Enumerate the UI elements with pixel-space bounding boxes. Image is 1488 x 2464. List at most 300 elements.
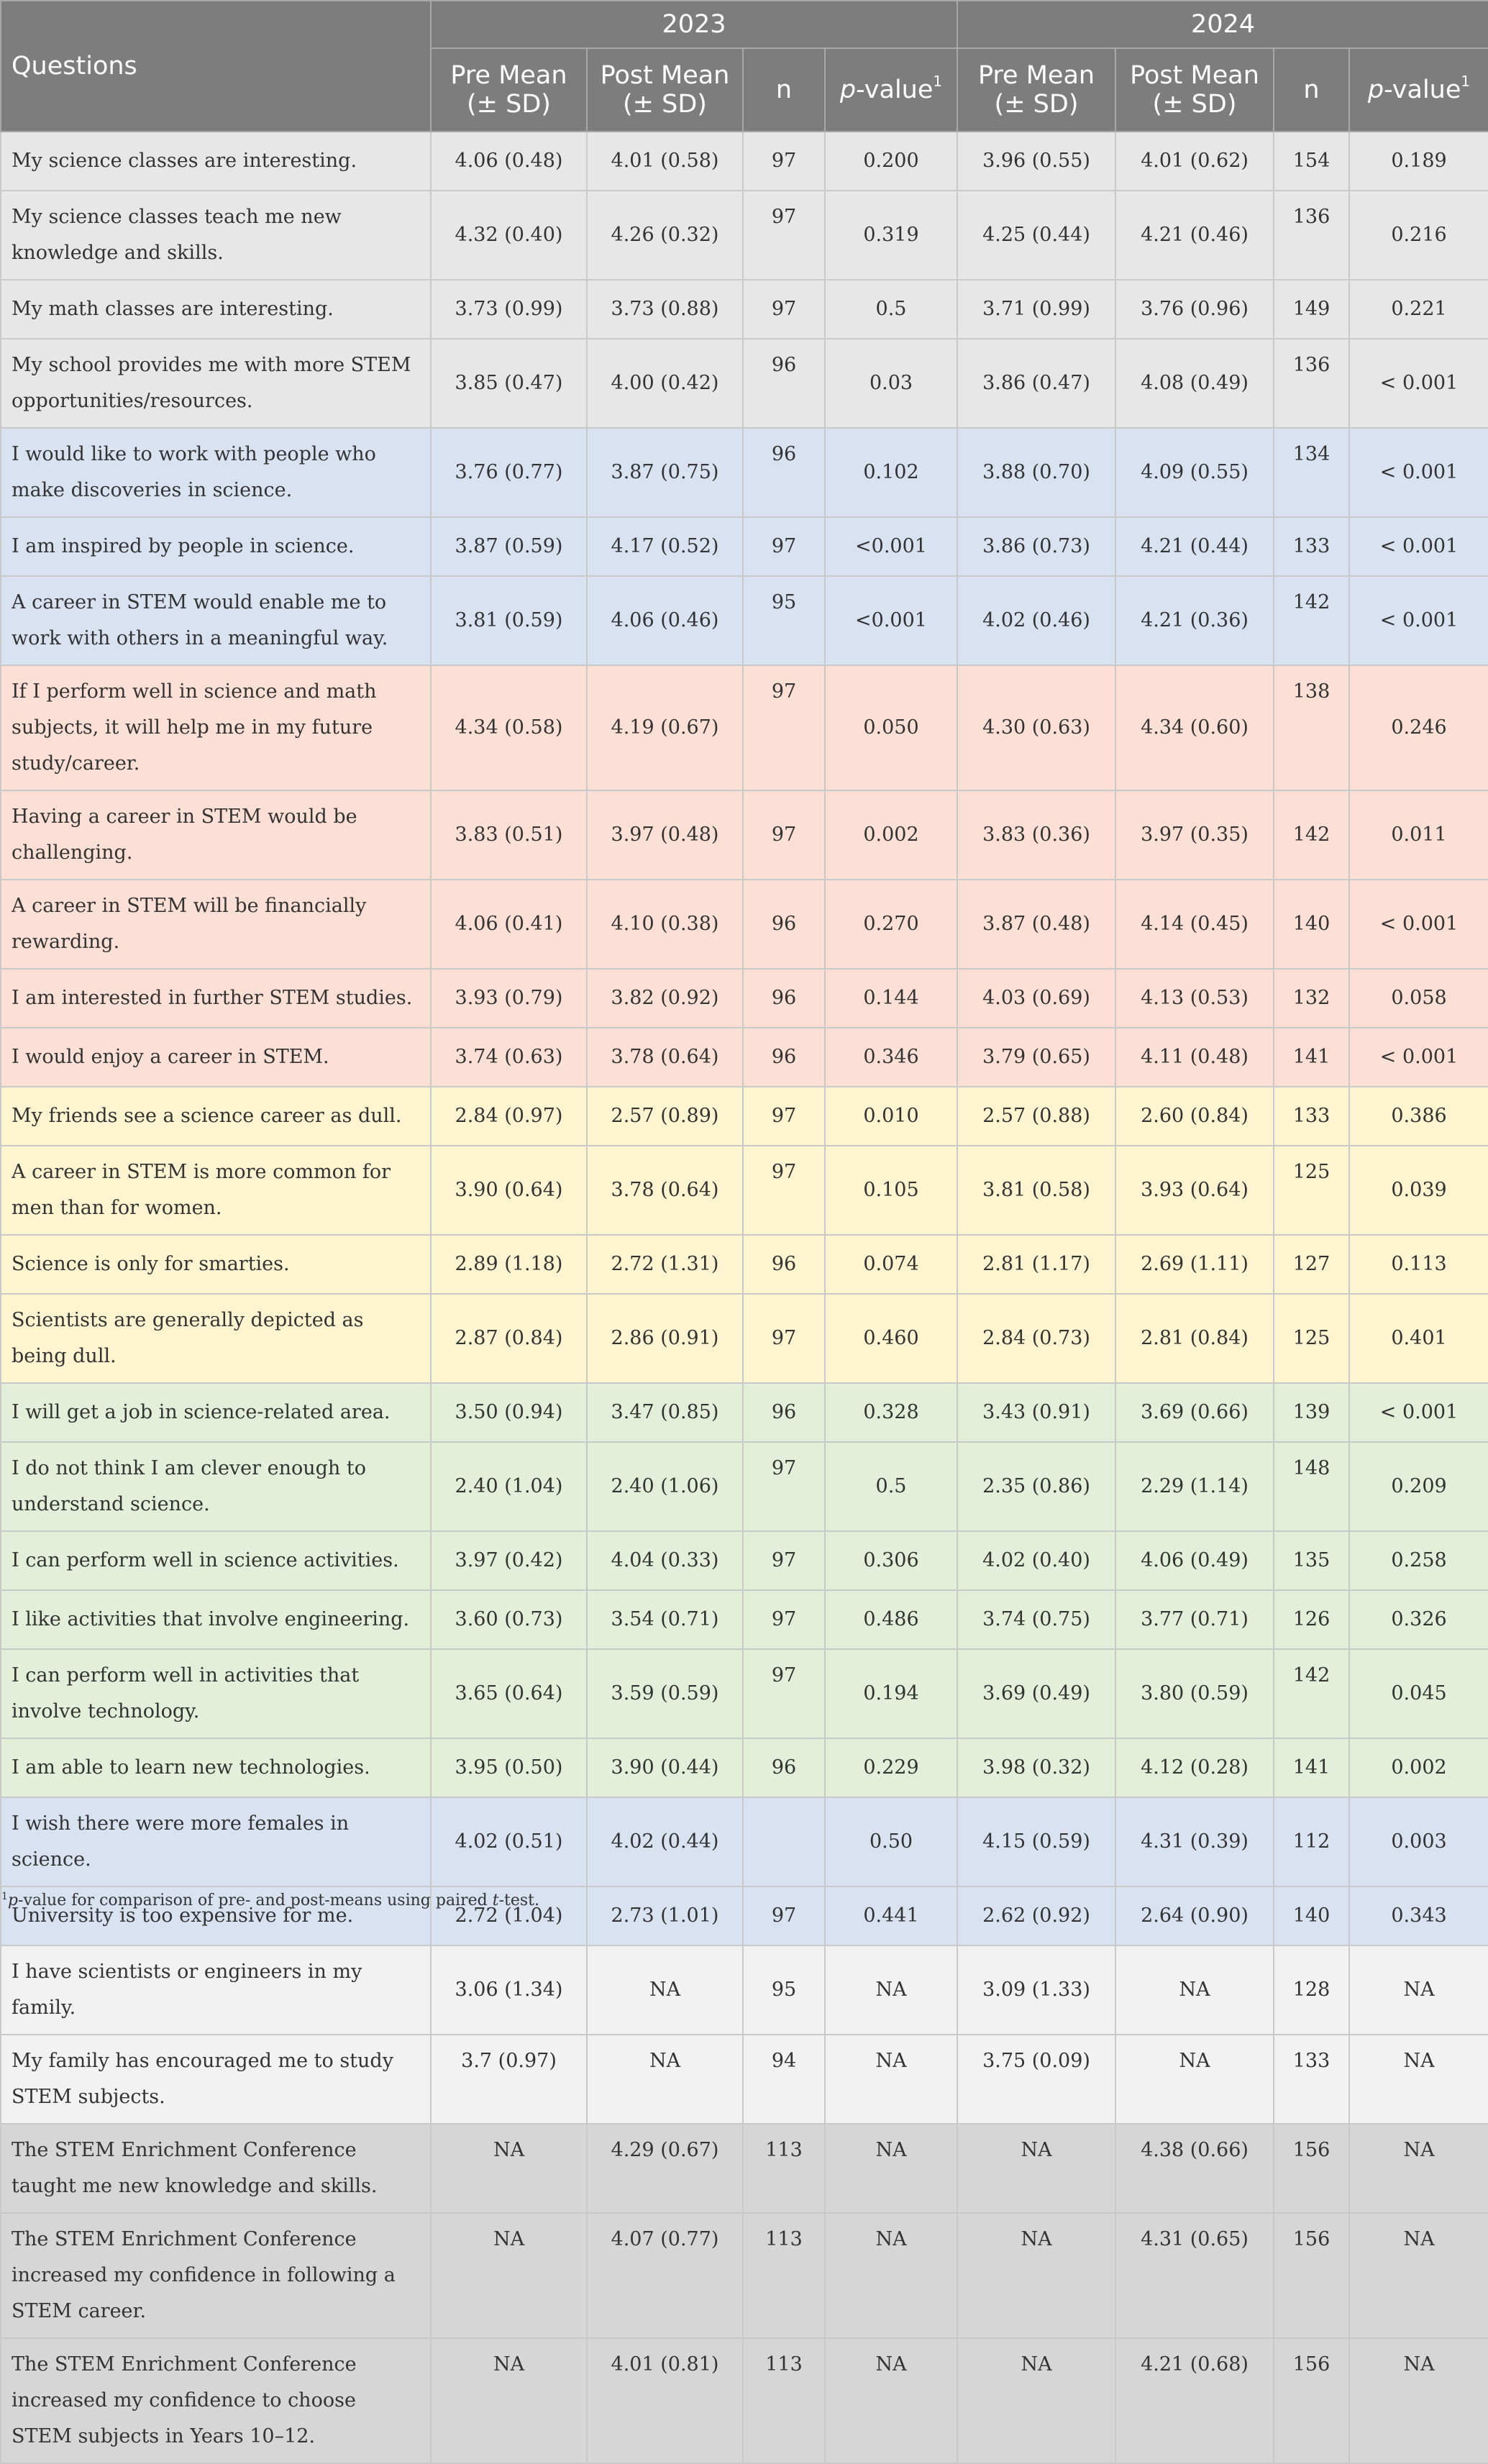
- p-value-2024-cell: < 0.001: [1349, 1028, 1488, 1087]
- n-2024-cell: 142: [1274, 576, 1349, 665]
- question-cell: I like activities that involve engineering.: [1, 1590, 431, 1649]
- post-mean-2024-cell: 4.21 (0.68): [1115, 2338, 1274, 2463]
- table-row: [1, 2124, 1488, 2213]
- post-mean-2023-cell: 2.72 (1.31): [587, 1235, 743, 1294]
- pre-mean-2024-cell: 4.03 (0.69): [957, 969, 1115, 1028]
- p-value-2024-cell: 0.039: [1349, 1146, 1488, 1235]
- question-cell: The STEM Enrichment Conference increased my confidence to choose STEM subjects in Years 10–12.: [1, 2338, 431, 2463]
- pre-mean-2024-cell: 3.71 (0.99): [957, 280, 1115, 339]
- pre-mean-2024-cell: 2.62 (0.92): [957, 1886, 1115, 1945]
- post-mean-2024-cell: 4.14 (0.45): [1115, 880, 1274, 969]
- post-mean-2024-cell: 2.64 (0.90): [1115, 1886, 1274, 1945]
- pre-mean-2024-cell: NA: [957, 2338, 1115, 2463]
- n-2024-cell: 125: [1274, 1294, 1349, 1383]
- pre-mean-2024-cell: 3.88 (0.70): [957, 428, 1115, 517]
- post-mean-2023-cell: NA: [587, 1945, 743, 2035]
- p-value-2024-cell: < 0.001: [1349, 1383, 1488, 1442]
- p-value-2023-cell: NA: [825, 2338, 957, 2463]
- pre-mean-2024-cell: 3.81 (0.58): [957, 1146, 1115, 1235]
- p-value-2023-cell: 0.441: [825, 1886, 957, 1945]
- post-mean-2024-cell: 2.60 (0.84): [1115, 1087, 1274, 1146]
- p-value-2024-cell: < 0.001: [1349, 428, 1488, 517]
- table-row: [1, 1146, 1488, 1235]
- pre-mean-2023-cell: 3.90 (0.64): [431, 1146, 587, 1235]
- post-mean-2023-cell: 4.00 (0.42): [587, 339, 743, 428]
- pre-mean-2023-cell: NA: [431, 2213, 587, 2338]
- pre-mean-2023-cell: NA: [431, 2124, 587, 2213]
- pre-mean-2023-cell: 3.73 (0.99): [431, 280, 587, 339]
- question-cell: A career in STEM is more common for men than for women.: [1, 1146, 431, 1235]
- p-value-2023-cell: 0.010: [825, 1087, 957, 1146]
- pre-mean-2023-cell: 2.72 (1.04): [431, 1886, 587, 1945]
- p-value-2024-cell: NA: [1349, 2338, 1488, 2463]
- post-mean-2023-cell: 4.01 (0.58): [587, 132, 743, 191]
- question-cell: University is too expensive for me.: [1, 1886, 431, 1945]
- pre-mean-2023-cell: 3.06 (1.34): [431, 1945, 587, 2035]
- n-2024-cell: 133: [1274, 2035, 1349, 2124]
- n-2023-cell: 97: [743, 1442, 825, 1531]
- pre-mean-2023-cell: 4.34 (0.58): [431, 665, 587, 790]
- pre-mean-2023-cell: 3.76 (0.77): [431, 428, 587, 517]
- n-2024-cell: 133: [1274, 517, 1349, 576]
- pre-mean-2024-cell: 2.81 (1.17): [957, 1235, 1115, 1294]
- n-2023-cell: 97: [743, 132, 825, 191]
- n-2023-cell: 96: [743, 969, 825, 1028]
- table-row: [1, 2338, 1488, 2463]
- post-mean-2024-cell: 3.97 (0.35): [1115, 790, 1274, 880]
- p-value-2024-cell: 0.058: [1349, 969, 1488, 1028]
- pre-mean-2023-cell: 3.74 (0.63): [431, 1028, 587, 1087]
- question-cell: A career in STEM will be financially rewarding.: [1, 880, 431, 969]
- question-cell: I can perform well in science activities.: [1, 1531, 431, 1590]
- table-row: [1, 1383, 1488, 1442]
- pre-mean-2024-cell: 3.87 (0.48): [957, 880, 1115, 969]
- pre-mean-2023-cell: 2.89 (1.18): [431, 1235, 587, 1294]
- pre-mean-2024-cell: 3.98 (0.32): [957, 1738, 1115, 1797]
- question-cell: My friends see a science career as dull.: [1, 1087, 431, 1146]
- n-2023-cell: 97: [743, 1590, 825, 1649]
- n-2024-cell: 142: [1274, 790, 1349, 880]
- question-cell: I can perform well in activities that involve technology.: [1, 1649, 431, 1738]
- table-row: [1, 1531, 1488, 1590]
- n-2024-cell: 134: [1274, 428, 1349, 517]
- post-mean-2023-cell: 4.10 (0.38): [587, 880, 743, 969]
- n-2024-cell: 127: [1274, 1235, 1349, 1294]
- post-mean-2024-cell: 4.01 (0.62): [1115, 132, 1274, 191]
- pre-mean-2024-cell: 3.74 (0.75): [957, 1590, 1115, 1649]
- question-cell: My science classes teach me new knowledge and skills.: [1, 191, 431, 280]
- n-2023-cell: 96: [743, 339, 825, 428]
- p-value-2023-cell: 0.194: [825, 1649, 957, 1738]
- post-mean-2024-cell: 2.29 (1.14): [1115, 1442, 1274, 1531]
- n-2023-cell: 113: [743, 2338, 825, 2463]
- table-row: [1, 880, 1488, 969]
- question-cell: I do not think I am clever enough to understand science.: [1, 1442, 431, 1531]
- pre-mean-2023-cell: 3.81 (0.59): [431, 576, 587, 665]
- post-mean-2023-cell: 3.97 (0.48): [587, 790, 743, 880]
- p-value-2023-cell: 0.270: [825, 880, 957, 969]
- n-header-2023: n: [743, 48, 825, 132]
- post-mean-2024-cell: 4.08 (0.49): [1115, 339, 1274, 428]
- post-mean-2023-cell: 4.29 (0.67): [587, 2124, 743, 2213]
- n-2024-cell: 138: [1274, 665, 1349, 790]
- year-2023-header: 2023: [431, 1, 957, 48]
- question-cell: The STEM Enrichment Conference increased my confidence in following a STEM career.: [1, 2213, 431, 2338]
- n-2024-cell: 156: [1274, 2213, 1349, 2338]
- post-mean-2024-cell: 4.21 (0.44): [1115, 517, 1274, 576]
- n-2023-cell: 97: [743, 1886, 825, 1945]
- pre-mean-2024-cell: 3.86 (0.73): [957, 517, 1115, 576]
- p-value-2023-cell: 0.229: [825, 1738, 957, 1797]
- post-mean-2023-cell: 4.01 (0.81): [587, 2338, 743, 2463]
- n-2024-cell: 136: [1274, 339, 1349, 428]
- n-2024-cell: 148: [1274, 1442, 1349, 1531]
- question-cell: I would enjoy a career in STEM.: [1, 1028, 431, 1087]
- questions-header: Questions: [1, 1, 431, 132]
- pre-mean-2024-cell: 4.15 (0.59): [957, 1797, 1115, 1886]
- p-value-2024-cell: 0.189: [1349, 132, 1488, 191]
- p-value-2024-cell: 0.216: [1349, 191, 1488, 280]
- n-2024-cell: 156: [1274, 2338, 1349, 2463]
- post-mean-2023-cell: 3.87 (0.75): [587, 428, 743, 517]
- pre-mean-2024-cell: 3.75 (0.09): [957, 2035, 1115, 2124]
- question-cell: I am able to learn new technologies.: [1, 1738, 431, 1797]
- p-value-2023-cell: 0.03: [825, 339, 957, 428]
- pre-mean-2023-cell: 3.97 (0.42): [431, 1531, 587, 1590]
- question-cell: I am inspired by people in science.: [1, 517, 431, 576]
- p-value-2023-cell: 0.306: [825, 1531, 957, 1590]
- pre-mean-2023-cell: 3.83 (0.51): [431, 790, 587, 880]
- pre-mean-2023-cell: 3.65 (0.64): [431, 1649, 587, 1738]
- post-mean-2024-cell: 4.38 (0.66): [1115, 2124, 1274, 2213]
- question-cell: Having a career in STEM would be challenging.: [1, 790, 431, 880]
- n-2024-cell: 140: [1274, 880, 1349, 969]
- n-2023-cell: 113: [743, 2124, 825, 2213]
- p-value-2024-cell: < 0.001: [1349, 880, 1488, 969]
- p-value-2023-cell: 0.5: [825, 280, 957, 339]
- post-mean-2024-cell: 3.80 (0.59): [1115, 1649, 1274, 1738]
- post-mean-2023-cell: 3.54 (0.71): [587, 1590, 743, 1649]
- post-mean-2023-cell: 3.73 (0.88): [587, 280, 743, 339]
- post-mean-2024-cell: NA: [1115, 1945, 1274, 2035]
- pre-mean-2023-cell: 4.06 (0.48): [431, 132, 587, 191]
- pre-mean-2024-cell: 3.69 (0.49): [957, 1649, 1115, 1738]
- p-value-header-2023: p-value$^1$: [825, 48, 957, 132]
- question-cell: I wish there were more females in science.: [1, 1797, 431, 1886]
- pre-mean-2024-cell: 4.25 (0.44): [957, 191, 1115, 280]
- pre-mean-2024-cell: 3.96 (0.55): [957, 132, 1115, 191]
- p-value-2023-cell: 0.102: [825, 428, 957, 517]
- n-2023-cell: 97: [743, 1531, 825, 1590]
- n-2024-cell: 133: [1274, 1087, 1349, 1146]
- pre-mean-2023-cell: 3.87 (0.59): [431, 517, 587, 576]
- post-mean-2024-cell: 2.69 (1.11): [1115, 1235, 1274, 1294]
- post-mean-2024-cell: 3.76 (0.96): [1115, 280, 1274, 339]
- pre-mean-2024-cell: NA: [957, 2124, 1115, 2213]
- post-mean-2023-cell: 3.82 (0.92): [587, 969, 743, 1028]
- pre-mean-2023-cell: 3.50 (0.94): [431, 1383, 587, 1442]
- p-value-2024-cell: 0.002: [1349, 1738, 1488, 1797]
- n-2023-cell: 95: [743, 576, 825, 665]
- post-mean-2024-cell: 2.81 (0.84): [1115, 1294, 1274, 1383]
- n-2024-cell: 142: [1274, 1649, 1349, 1738]
- pre-mean-2024-cell: 3.79 (0.65): [957, 1028, 1115, 1087]
- question-cell: My science classes are interesting.: [1, 132, 431, 191]
- n-2023-cell: 96: [743, 1235, 825, 1294]
- p-value-2024-cell: < 0.001: [1349, 339, 1488, 428]
- question-cell: I would like to work with people who make discoveries in science.: [1, 428, 431, 517]
- p-value-2024-cell: NA: [1349, 2213, 1488, 2338]
- post-mean-2024-cell: 4.13 (0.53): [1115, 969, 1274, 1028]
- post-mean-2023-cell: 4.02 (0.44): [587, 1797, 743, 1886]
- pre-mean-2024-cell: 3.43 (0.91): [957, 1383, 1115, 1442]
- table-row: [1, 517, 1488, 576]
- pre-mean-2024-cell: 4.02 (0.46): [957, 576, 1115, 665]
- table-row: [1, 2035, 1488, 2124]
- post-mean-2024-cell: 4.21 (0.46): [1115, 191, 1274, 280]
- n-2024-cell: 149: [1274, 280, 1349, 339]
- p-value-2023-cell: NA: [825, 2035, 957, 2124]
- p-value-2023-cell: 0.486: [825, 1590, 957, 1649]
- table-row: [1, 1028, 1488, 1087]
- p-value-2024-cell: 0.258: [1349, 1531, 1488, 1590]
- pre-mean-header-2023: Pre Mean (± SD): [431, 48, 587, 132]
- p-value-2024-cell: 0.401: [1349, 1294, 1488, 1383]
- p-value-2024-cell: 0.113: [1349, 1235, 1488, 1294]
- p-value-2024-cell: NA: [1349, 2124, 1488, 2213]
- n-2024-cell: 140: [1274, 1886, 1349, 1945]
- question-cell: A career in STEM would enable me to work with others in a meaningful way.: [1, 576, 431, 665]
- pre-mean-2024-cell: NA: [957, 2213, 1115, 2338]
- post-mean-2024-cell: 4.31 (0.65): [1115, 2213, 1274, 2338]
- post-mean-2024-cell: 4.11 (0.48): [1115, 1028, 1274, 1087]
- post-mean-2023-cell: 4.19 (0.67): [587, 665, 743, 790]
- table-row: [1, 1294, 1488, 1383]
- question-cell: Scientists are generally depicted as being dull.: [1, 1294, 431, 1383]
- table-row: [1, 790, 1488, 880]
- post-mean-2024-cell: 3.77 (0.71): [1115, 1590, 1274, 1649]
- p-value-2023-cell: 0.050: [825, 665, 957, 790]
- p-value-2023-cell: <0.001: [825, 517, 957, 576]
- n-2023-cell: 97: [743, 1087, 825, 1146]
- question-cell: I will get a job in science-related area.: [1, 1383, 431, 1442]
- p-value-2024-cell: NA: [1349, 1945, 1488, 2035]
- p-value-2023-cell: 0.5: [825, 1442, 957, 1531]
- pre-mean-2023-cell: 2.87 (0.84): [431, 1294, 587, 1383]
- question-cell: My family has encouraged me to study STEM subjects.: [1, 2035, 431, 2124]
- p-value-2023-cell: NA: [825, 2124, 957, 2213]
- pre-mean-2023-cell: 2.40 (1.04): [431, 1442, 587, 1531]
- table-row: [1, 1797, 1488, 1886]
- p-value-2023-cell: <0.001: [825, 576, 957, 665]
- post-mean-2023-cell: 4.07 (0.77): [587, 2213, 743, 2338]
- p-value-2023-cell: 0.200: [825, 132, 957, 191]
- post-mean-2023-cell: 2.57 (0.89): [587, 1087, 743, 1146]
- n-2023-cell: 113: [743, 2213, 825, 2338]
- question-cell: If I perform well in science and math subjects, it will help me in my future study/career.: [1, 665, 431, 790]
- post-mean-2023-cell: 4.04 (0.33): [587, 1531, 743, 1590]
- post-mean-2023-cell: 3.90 (0.44): [587, 1738, 743, 1797]
- post-mean-2023-cell: 3.47 (0.85): [587, 1383, 743, 1442]
- p-value-2024-cell: < 0.001: [1349, 576, 1488, 665]
- n-2024-cell: 125: [1274, 1146, 1349, 1235]
- n-2024-cell: 136: [1274, 191, 1349, 280]
- n-2024-cell: 141: [1274, 1738, 1349, 1797]
- post-mean-2024-cell: 3.93 (0.64): [1115, 1146, 1274, 1235]
- p-value-2023-cell: 0.50: [825, 1797, 957, 1886]
- p-value-header-2024: p-value$^1$: [1349, 48, 1488, 132]
- table-row: [1, 428, 1488, 517]
- pre-mean-2023-cell: 3.60 (0.73): [431, 1590, 587, 1649]
- p-value-2024-cell: 0.221: [1349, 280, 1488, 339]
- p-value-2023-cell: 0.460: [825, 1294, 957, 1383]
- n-2023-cell: 96: [743, 1383, 825, 1442]
- table-body: [1, 132, 1488, 2463]
- p-value-2024-cell: 0.343: [1349, 1886, 1488, 1945]
- n-2023-cell: 97: [743, 790, 825, 880]
- post-mean-2023-cell: 4.06 (0.46): [587, 576, 743, 665]
- n-header-2024: n: [1274, 48, 1349, 132]
- pre-mean-2024-cell: 2.35 (0.86): [957, 1442, 1115, 1531]
- p-value-2024-cell: 0.011: [1349, 790, 1488, 880]
- n-2023-cell: 97: [743, 280, 825, 339]
- p-value-2024-cell: NA: [1349, 2035, 1488, 2124]
- table-row: [1, 969, 1488, 1028]
- post-mean-2023-cell: NA: [587, 2035, 743, 2124]
- table-row: [1, 665, 1488, 790]
- table-row: [1, 1590, 1488, 1649]
- pre-mean-2023-cell: 4.32 (0.40): [431, 191, 587, 280]
- question-cell: The STEM Enrichment Conference taught me new knowledge and skills.: [1, 2124, 431, 2213]
- n-2023-cell: 96: [743, 1028, 825, 1087]
- post-mean-2023-cell: 2.86 (0.91): [587, 1294, 743, 1383]
- pre-mean-2024-cell: 4.02 (0.40): [957, 1531, 1115, 1590]
- n-2023-cell: 97: [743, 191, 825, 280]
- post-mean-2024-cell: 3.69 (0.66): [1115, 1383, 1274, 1442]
- pre-mean-2024-cell: 3.86 (0.47): [957, 339, 1115, 428]
- table-row: [1, 1087, 1488, 1146]
- n-2024-cell: 154: [1274, 132, 1349, 191]
- post-mean-2024-cell: 4.09 (0.55): [1115, 428, 1274, 517]
- pre-mean-header-2024: Pre Mean (± SD): [957, 48, 1115, 132]
- post-mean-2023-cell: 2.40 (1.06): [587, 1442, 743, 1531]
- post-mean-2024-cell: 4.12 (0.28): [1115, 1738, 1274, 1797]
- p-value-2023-cell: 0.346: [825, 1028, 957, 1087]
- table-header: [1, 1, 1488, 132]
- n-2023-cell: 96: [743, 428, 825, 517]
- table-row: [1, 576, 1488, 665]
- p-value-2024-cell: < 0.001: [1349, 517, 1488, 576]
- n-2024-cell: 132: [1274, 969, 1349, 1028]
- question-cell: I am interested in further STEM studies.: [1, 969, 431, 1028]
- n-2023-cell: 95: [743, 1945, 825, 2035]
- year-2024-header: 2024: [957, 1, 1488, 48]
- table-row: [1, 1235, 1488, 1294]
- p-value-2023-cell: 0.105: [825, 1146, 957, 1235]
- post-mean-2024-cell: 4.31 (0.39): [1115, 1797, 1274, 1886]
- post-mean-2024-cell: NA: [1115, 2035, 1274, 2124]
- p-value-2024-cell: 0.386: [1349, 1087, 1488, 1146]
- pre-mean-2023-cell: 3.95 (0.50): [431, 1738, 587, 1797]
- n-2024-cell: 112: [1274, 1797, 1349, 1886]
- post-mean-2023-cell: 3.78 (0.64): [587, 1146, 743, 1235]
- table-row: [1, 1442, 1488, 1531]
- post-mean-2023-cell: 4.17 (0.52): [587, 517, 743, 576]
- table-row: [1, 1738, 1488, 1797]
- post-mean-2024-cell: 4.06 (0.49): [1115, 1531, 1274, 1590]
- table-row: [1, 191, 1488, 280]
- n-2024-cell: 126: [1274, 1590, 1349, 1649]
- table-row: [1, 1945, 1488, 2035]
- n-2023-cell: 97: [743, 1294, 825, 1383]
- n-2024-cell: 135: [1274, 1531, 1349, 1590]
- table-row: [1, 2213, 1488, 2338]
- p-value-2023-cell: 0.074: [825, 1235, 957, 1294]
- table-row: [1, 1649, 1488, 1738]
- pre-mean-2023-cell: 4.02 (0.51): [431, 1797, 587, 1886]
- n-2023-cell: 97: [743, 1649, 825, 1738]
- post-mean-2024-cell: 4.21 (0.36): [1115, 576, 1274, 665]
- post-mean-2023-cell: 3.78 (0.64): [587, 1028, 743, 1087]
- pre-mean-2024-cell: 2.84 (0.73): [957, 1294, 1115, 1383]
- pre-mean-2024-cell: 4.30 (0.63): [957, 665, 1115, 790]
- n-2024-cell: 128: [1274, 1945, 1349, 2035]
- p-value-2024-cell: 0.326: [1349, 1590, 1488, 1649]
- pre-mean-2023-cell: 3.7 (0.97): [431, 2035, 587, 2124]
- p-value-2023-cell: NA: [825, 1945, 957, 2035]
- p-value-2024-cell: 0.209: [1349, 1442, 1488, 1531]
- pre-mean-2023-cell: 3.93 (0.79): [431, 969, 587, 1028]
- n-2023-cell: 94: [743, 2035, 825, 2124]
- question-cell: My school provides me with more STEM opportunities/resources.: [1, 339, 431, 428]
- question-cell: Science is only for smarties.: [1, 1235, 431, 1294]
- pre-mean-2024-cell: 3.09 (1.33): [957, 1945, 1115, 2035]
- pre-mean-2023-cell: 4.06 (0.41): [431, 880, 587, 969]
- p-value-2024-cell: 0.003: [1349, 1797, 1488, 1886]
- p-value-2024-cell: 0.045: [1349, 1649, 1488, 1738]
- post-mean-2023-cell: 2.73 (1.01): [587, 1886, 743, 1945]
- table-row: [1, 132, 1488, 191]
- question-cell: My math classes are interesting.: [1, 280, 431, 339]
- pre-mean-2023-cell: 3.85 (0.47): [431, 339, 587, 428]
- p-value-2023-cell: 0.319: [825, 191, 957, 280]
- post-mean-header-2023: Post Mean (± SD): [587, 48, 743, 132]
- table-row: [1, 280, 1488, 339]
- n-2024-cell: 141: [1274, 1028, 1349, 1087]
- n-2024-cell: 139: [1274, 1383, 1349, 1442]
- post-mean-header-2024: Post Mean (± SD): [1115, 48, 1274, 132]
- post-mean-2023-cell: 3.59 (0.59): [587, 1649, 743, 1738]
- p-value-2023-cell: NA: [825, 2213, 957, 2338]
- p-value-2024-cell: 0.246: [1349, 665, 1488, 790]
- post-mean-2024-cell: 4.34 (0.60): [1115, 665, 1274, 790]
- n-2023-cell: [743, 1797, 825, 1886]
- p-value-2023-cell: 0.002: [825, 790, 957, 880]
- n-2023-cell: 97: [743, 517, 825, 576]
- p-value-2023-cell: 0.144: [825, 969, 957, 1028]
- question-cell: I have scientists or engineers in my family.: [1, 1945, 431, 2035]
- n-2023-cell: 97: [743, 665, 825, 790]
- p-value-2023-cell: 0.328: [825, 1383, 957, 1442]
- post-mean-2023-cell: 4.26 (0.32): [587, 191, 743, 280]
- pre-mean-2023-cell: NA: [431, 2338, 587, 2463]
- table-footnote: $^1$p-value for comparison of pre- and post-means using paired t-test.: [1, 1891, 539, 1909]
- n-2023-cell: 96: [743, 880, 825, 969]
- n-2023-cell: 96: [743, 1738, 825, 1797]
- pre-mean-2024-cell: 3.83 (0.36): [957, 790, 1115, 880]
- n-2024-cell: 156: [1274, 2124, 1349, 2213]
- pre-mean-2024-cell: 2.57 (0.88): [957, 1087, 1115, 1146]
